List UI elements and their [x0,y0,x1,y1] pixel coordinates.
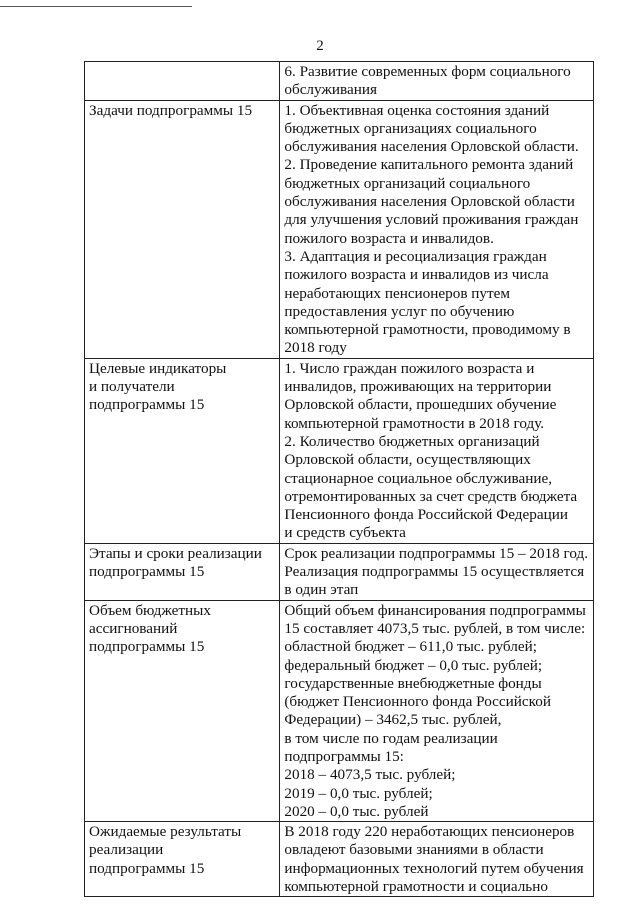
row-label-line: Целевые индикаторы [89,359,227,377]
table-row [85,543,594,600]
row-label-line: подпрограммы 15 [89,563,205,581]
page-number: 2 [316,38,324,54]
row-label-line: подпрограммы 15 [89,859,205,877]
row-content-line: пожилого возраста и инвалидов из числа [284,266,549,284]
row-content-cell [280,100,594,358]
row-content-line: 2. Проведение капитального ремонта зданий [284,156,574,174]
row-content-line: и средств субъекта [284,524,406,542]
row-content-line: 2018 году [284,339,347,357]
row-content-cell [280,358,594,543]
row-content-line: неработающих пенсионеров путем [284,284,511,302]
row-content-line: (бюджет Пенсионного фонда Российской [284,693,551,711]
table-row [85,100,594,358]
row-content-line: 2019 – 0,0 тыс. рублей; [284,784,433,802]
row-content-line: 2. Количество бюджетных организаций [284,432,540,450]
row-content-line: 2018 – 4073,5 тыс. рублей; [284,766,456,784]
row-content-line: инвалидов, проживающих на территории [284,378,552,396]
row-label-line: и получатели [89,378,175,396]
row-content-line: Федерации) – 3462,5 тыс. рублей, [284,711,502,729]
row-label-cell [85,543,280,600]
row-label-cell [85,358,280,543]
row-content-cell [280,822,594,897]
row-content-line: информационных технологий путем обучения [284,859,584,877]
row-content-cell [280,600,594,822]
row-content-line: компьютерной грамотности, проводимому в [284,321,571,339]
row-content-line: бюджетных организациях социального [284,119,537,137]
row-content-cell [280,62,594,101]
table-row [85,62,594,101]
row-content-line: обслуживания населения Орловской области [284,193,575,211]
row-label-line: Объем бюджетных [89,601,211,619]
row-content-line: подпрограммы 15: [284,747,404,765]
row-label-line: подпрограммы 15 [89,638,205,656]
row-label-cell [85,100,280,358]
row-label-cell [85,600,280,822]
header-rule [0,6,192,7]
row-content-line: обслуживания населения Орловской области. [284,138,579,156]
row-content-line: Реализация подпрограммы 15 осуществляется [284,563,585,581]
row-content-line: предоставления услуг по обучению [284,302,515,320]
row-label-cell [85,822,280,897]
row-content-line: компьютерной грамотности в 2018 году. [284,414,545,432]
row-label-cell [85,62,280,101]
row-content-line: федеральный бюджет – 0,0 тыс. рублей; [284,656,543,674]
row-content-line: Орловской области, осуществляющих [284,451,531,469]
row-content-line: обслуживания [284,81,377,99]
subprogram-passport-table [84,61,594,897]
table-row [85,600,594,822]
row-label-line: Задачи подпрограммы 15 [89,101,253,119]
row-label-line: ассигнований [89,619,178,637]
row-content-line: 2020 – 0,0 тыс. рублей [284,802,429,820]
row-content-line: стационарное социальное обслуживание, [284,469,553,487]
row-content-line: 1. Число граждан пожилого возраста и [284,359,535,377]
row-content-line: 1. Объективная оценка состояния зданий [284,101,550,119]
row-content-line: В 2018 году 220 неработающих пенсионеров [284,823,575,841]
row-content-line: в том числе по годам реализации [284,729,498,747]
row-content-line: областной бюджет – 611,0 тыс. рублей; [284,638,537,656]
row-label-line: подпрограммы 15 [89,396,205,414]
row-content-line: 15 составляет 4073,5 тыс. рублей, в том числе: [284,619,586,637]
row-content-line: 3. Адаптация и ресоциализация граждан [284,247,547,265]
row-content-line: государственные внебюджетные фонды [284,674,542,692]
row-content-line: для улучшения условий проживания граждан [284,211,579,229]
row-content-line: отремонтированных за счет средств бюджета [284,487,578,505]
row-content-line: Срок реализации подпрограммы 15 – 2018 год. [284,544,589,562]
row-label-line: Этапы и сроки реализации [89,544,262,562]
row-content-cell [280,543,594,600]
row-content-line: пожилого возраста и инвалидов. [284,229,494,247]
row-content-line: 6. Развитие современных форм социального [284,63,571,80]
row-content-line: овладеют базовыми знаниями в области [284,841,544,859]
row-content-line: Пенсионного фонда Российской Федерации [284,506,568,524]
table-row [85,358,594,543]
row-content-line: Орловской области, прошедших обучение [284,396,557,414]
row-content-line: в один этап [284,581,359,599]
row-content-line: компьютерной грамотности и социально [284,878,548,896]
row-label-line: Ожидаемые результаты [89,823,242,841]
row-content-line: бюджетных организаций социального [284,174,531,192]
row-content-line: Общий объем финансирования подпрограммы [284,601,586,619]
row-label-line: реализации [89,841,164,859]
table-row [85,822,594,897]
